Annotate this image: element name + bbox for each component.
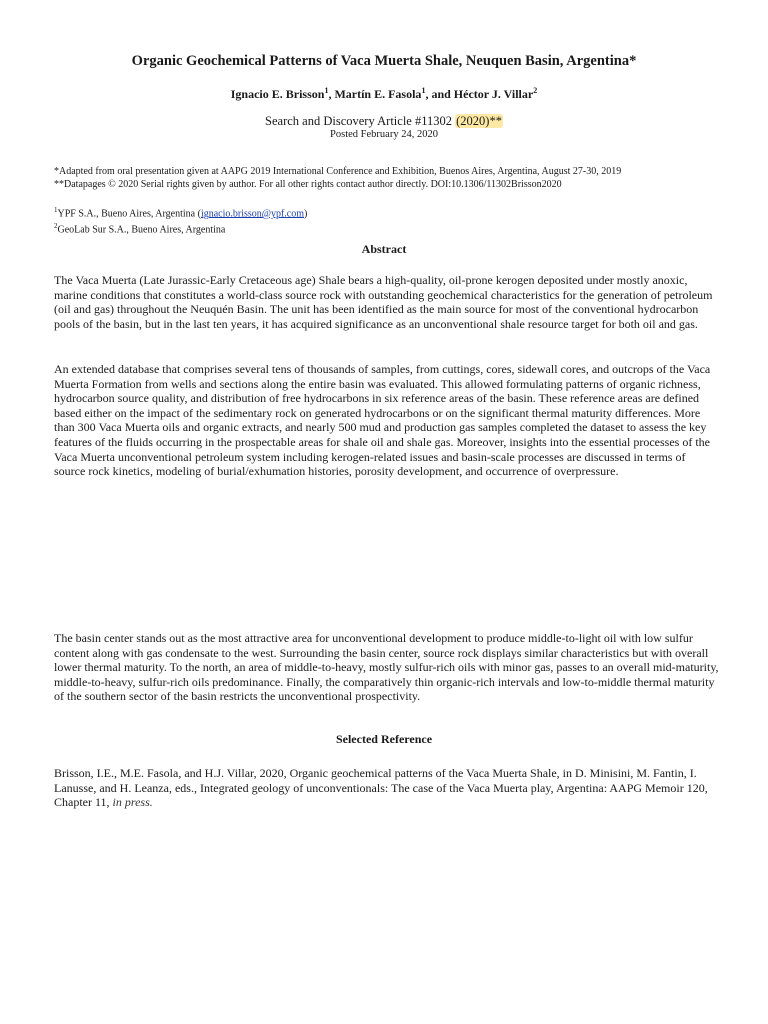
posted-date: Posted February 24, 2020 [330,129,438,140]
affiliation-text: YPF S.A., Bueno Aires, Argentina ( [57,208,201,220]
reference-text: Brisson, I.E., M.E. Fasola, and H.J. Villar, 2020, Organic geochemical patterns of the Vaca Muerta Shale, in D. Minisini, M. Fantin, I. Lanusse, and H. Leanza, eds., Integrated geology of unconventionals: The case of the Vaca Muerta play, Argentina: AAPG Memoir 120, Chapter 11, [54,766,708,810]
author-affiliation-mark: 2 [533,86,538,95]
article-prefix: Search and Discovery Article #11302 [265,114,456,128]
article-year-highlight: (2020)** [456,114,502,128]
email-link[interactable]: ignacio.brisson@ypf.com [200,208,305,220]
affiliations [54,204,734,237]
author-separator: , [328,87,335,101]
author-affiliation-mark: 1 [421,86,426,95]
in-press-label: in press. [112,795,153,810]
author-name: Martín E. Fasola [334,87,422,101]
datapages-note: **Datapages © 2020 Serial rights given by author. For all other rights contact author directly. DOI:10.1306/11302Brisson2020 [54,178,562,190]
footnotes [54,166,734,191]
affiliation-mark: 1 [54,206,58,214]
abstract-paragraph-2: An extended database that comprises several tens of thousands of samples, from cuttings, cores, sidewall cores, and outcrops of the Vaca Muerta Formation from wells and sections along the entire basin was evaluated. This allowed formulating patterns of organic richness, hydrocarbon source quality, and distribution of free hydrocarbons in six reference areas of the basin. These reference areas are defined based either on the impact of the sedimentary rock on generated hydrocarbons or on the significant thermal maturity differences. More than 300 Vaca Muerta oils and organic extracts, and nearly 500 mud and production gas samples completed the dataset to assess the key features of the fluids occurring in the prospectable areas for shale oil and shale gas. Moreover, insights into the essential processes of the Vaca Muerta unconventional petroleum system including kerogen-related issues and basin-scale processes are discussed in terms of source rock kinetics, modeling of burial/exhumation histories, porosity development, and occurrence of overpressure. [54,362,711,479]
abstract-paragraph-3: The basin center stands out as the most attractive area for unconventional development to produce middle-to-light oil with low sulfur content along with gas condensate to the west. Surrounding the basin center, source rock displays similar characteristics but with overall lower thermal maturity. To the north, an area of middle-to-heavy, mostly sulfur-rich oils with minor gas, passes to an overall mid-maturity, middle-to-heavy, sulfur-rich oils predominance. Finally, the comparatively thin organic-rich intervals and low-to-middle thermal maturity of the southern sector of the basin restricts the unconventional prospectivity. [54,631,719,704]
author-affiliation-mark: 1 [324,86,329,95]
affiliation-text: GeoLab Sur S.A., Bueno Aires, Argentina [57,224,226,236]
article-number [0,114,768,129]
author-separator: , and [425,87,454,101]
abstract-heading: Abstract [361,242,407,256]
author-name: Héctor J. Villar [453,87,534,101]
affiliation-close: ) [304,208,308,220]
adapted-note: *Adapted from oral presentation given at AAPG 2019 International Conference and Exhibition, Buenos Aires, Argentina, August 27-30, 2019 [54,166,622,177]
author-list [0,86,768,102]
paper-title: Organic Geochemical Patterns of Vaca Muerta Shale, Neuquen Basin, Argentina* [131,53,637,69]
affiliation-2 [54,220,734,236]
reference-entry [54,766,724,810]
affiliation-mark: 2 [54,222,58,231]
author-name: Ignacio E. Brisson [230,87,325,101]
abstract-paragraph-1: The Vaca Muerta (Late Jurassic-Early Cretaceous age) Shale bears a high-quality, oil-prone kerogen deposited under mostly anoxic, marine conditions that constitutes a world-class source rock with outstanding geochemical characteristics for the generation of petroleum (oil and gas) throughout the Neuquén Basin. The unit has been identified as the main source for most of the conventional hydrocarbon pools of the basin, but in the last ten years, it has acquired significance as an unconventional shale resource target for both oil and gas. [54,273,713,331]
affiliation-1 [54,204,734,220]
reference-heading: Selected Reference [335,732,433,746]
